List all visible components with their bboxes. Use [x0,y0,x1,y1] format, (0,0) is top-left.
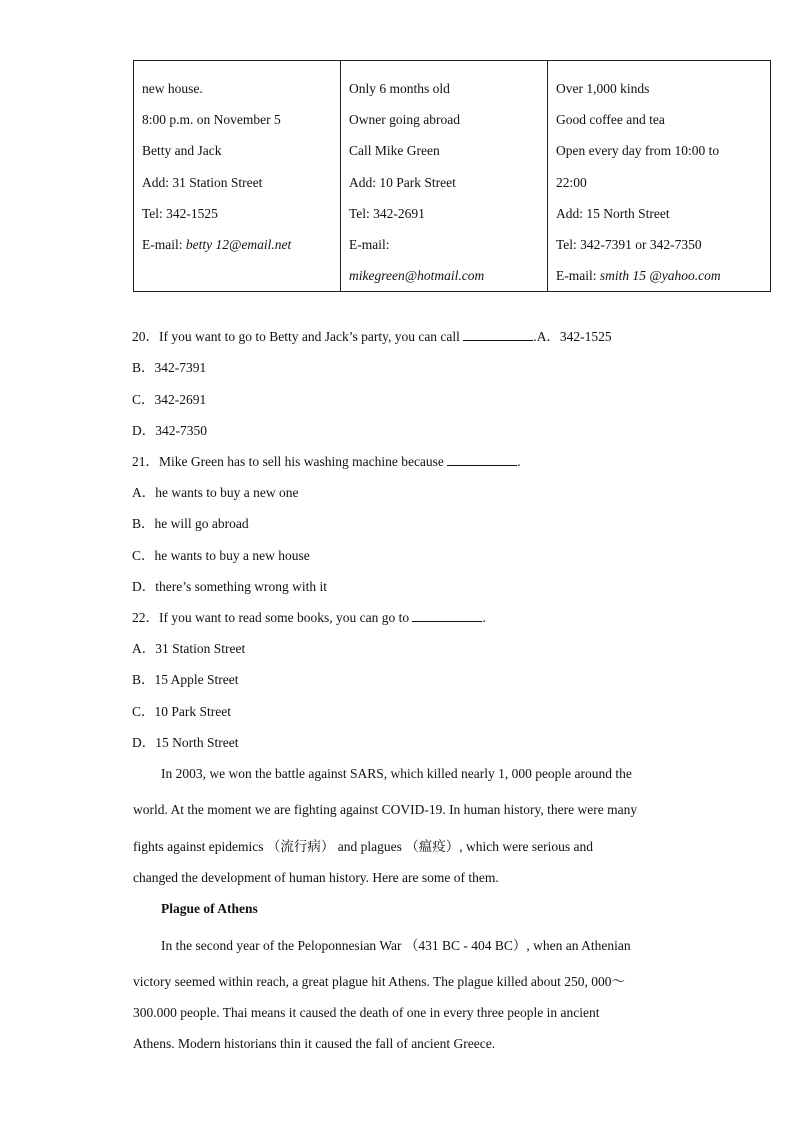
question-21-stem [132,453,521,471]
ad-address: Add: 31 Station Street [142,174,263,190]
ad-text: Over 1,000 kinds [556,81,650,96]
passage-line: In the second year of the Peloponnesian War （431 BC - 404 BC）, when an Athenian [161,938,631,953]
passage-line: fights against epidemics （流行病） and plagues （瘟疫）, which were serious and [133,839,594,854]
ad-text: 22:00 [556,174,587,190]
email-label: E-mail: [349,237,390,253]
option-c: C．he wants to buy a new house [132,548,310,563]
email-value: betty 12@email.net [185,237,292,253]
ad-text: Only 6 months old [349,81,450,96]
question-20-stem [132,328,612,346]
stem-end: . [482,610,486,625]
ad-phone: Tel: 342-2691 [349,205,425,221]
option-d: D．there’s something wrong with it [132,579,327,594]
ad-text: Betty and Jack [142,143,222,159]
option-d: D．342-7350 [132,423,207,438]
passage-line: victory seemed within reach, a great plague hit Athens. The plague killed about 250, 000～ [133,974,625,989]
email-label: E-mail: [142,237,183,253]
ad-text: Call Mike Green [349,143,440,159]
ad-bookstore-cell [548,61,771,292]
ad-phone: Tel: 342-7391 or 342-7350 [556,237,702,253]
table-row [134,61,771,292]
section-heading: Plague of Athens [161,901,258,916]
ad-text: 8:00 p.m. on November 5 [142,112,281,128]
option-c: C．10 Park Street [132,704,231,719]
answer-blank [412,609,482,622]
ad-text: Open every day from 10:00 to [556,143,720,159]
question-22-stem [132,609,486,627]
option-a: A．he wants to buy a new one [132,485,299,500]
ad-email-line [142,229,332,260]
option-d: D．15 North Street [132,735,239,750]
passage-line: world. At the moment we are fighting against COVID-19. In human history, there were many [133,802,638,817]
passage-line: Athens. Modern historians thin it caused the fall of ancient Greece. [133,1036,496,1051]
stem-text: 21．Mike Green has to sell his washing machine because [132,454,448,469]
ad-text: Owner going abroad [349,112,460,128]
option-a: A．31 Station Street [132,641,246,656]
ad-text: Good coffee and tea [556,112,665,128]
email-value: mikegreen@hotmail.com [349,268,485,284]
ad-party-cell [134,61,341,292]
ad-text: new house. [142,81,203,96]
passage-line: In 2003, we won the battle against SARS, which killed nearly 1, 000 people around the [161,766,632,781]
ad-address: Add: 10 Park Street [349,174,456,190]
ad-address: Add: 15 North Street [556,205,670,221]
stem-text: 20．If you want to go to Betty and Jack’s party, you can call [132,329,464,344]
option-a: .A．342-1525 [533,329,612,344]
email-value: smith 15 @yahoo.com [599,268,721,284]
option-c: C．342-2691 [132,392,207,407]
ad-phone: Tel: 342-1525 [142,205,218,221]
stem-text: 22．If you want to read some books, you can go to [132,610,413,625]
answer-blank [447,453,517,466]
stem-end: . [517,454,521,469]
email-label: E-mail: [556,268,597,284]
option-b: B．he will go abroad [132,516,249,531]
ad-email-line [556,260,762,291]
passage-line: 300.000 people. Thai means it caused the death of one in every three people in ancient [133,1005,600,1020]
advertisement-table [133,60,771,292]
option-b: B．342-7391 [132,360,207,375]
ad-washing-machine-cell [341,61,548,292]
answer-blank [463,328,533,341]
option-b: B．15 Apple Street [132,672,239,687]
passage-line: changed the development of human history. Here are some of them. [133,870,499,885]
